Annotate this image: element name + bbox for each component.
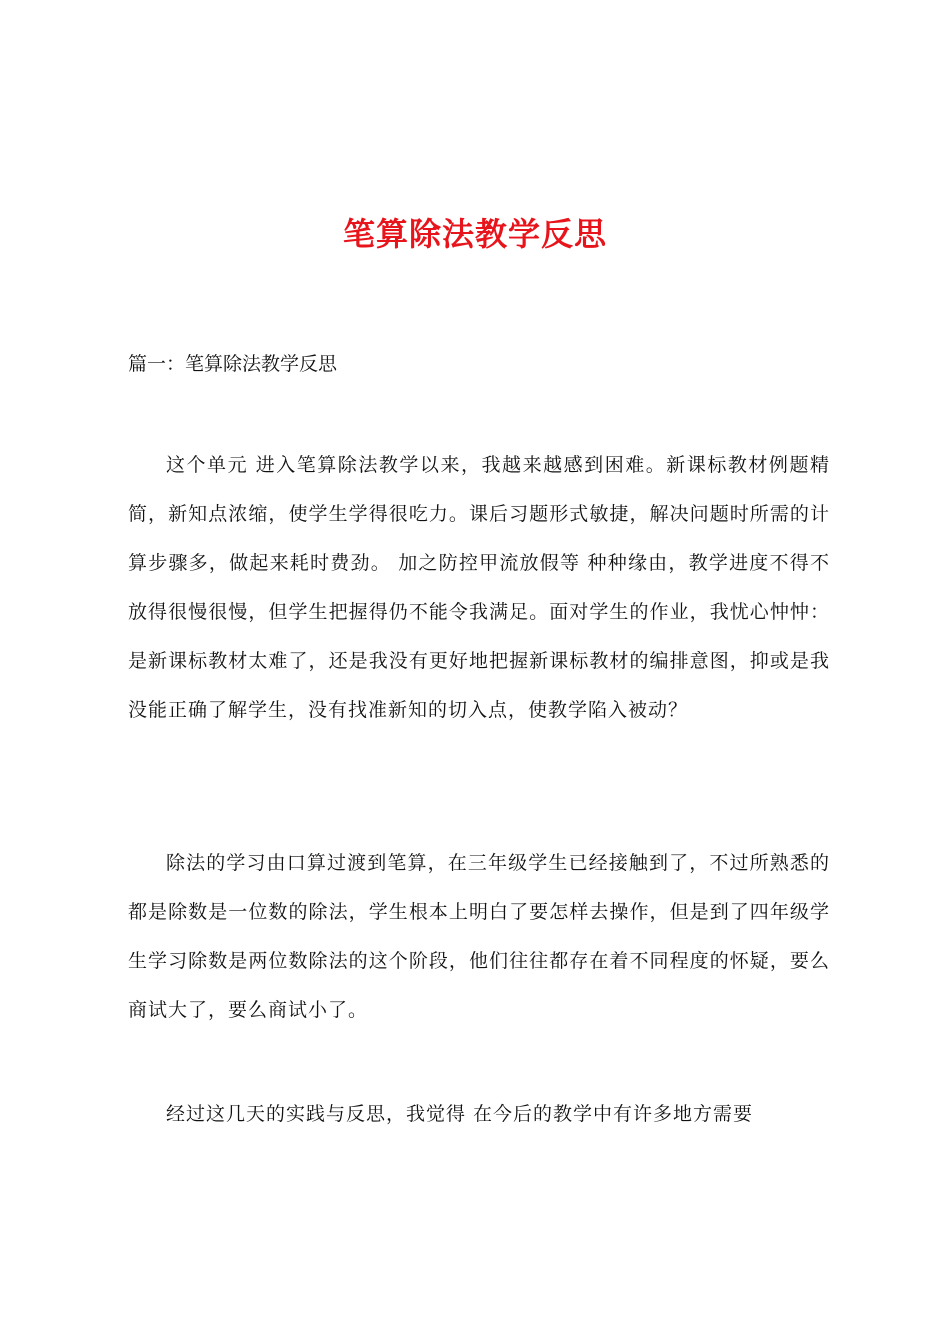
document-title: 笔算除法教学反思 <box>342 215 607 253</box>
paragraph-1: 这个单元 进入笔算除法教学以来，我越来越感到困难。新课标教材例题精简，新知点浓缩，使学生学得很吃力。课后习题形式敏捷，解决问题时所需的计算步骤多，做起来耗时费劲。 加之防控甲流放假等 种种缘由，教学进度不得不放得很慢很慢，但学生把握得仍不能令我满足。面对学生的作业，我忧心忡忡：是新课标教材太难了，还是我没有更好地把握新课标教材的编排意图，抑或是我没能正确了解学生，没有找准新知的切入点，使教学陷入被动？ <box>128 454 830 721</box>
paragraph-2: 除法的学习由口算过渡到笔算，在三年级学生已经接触到了，不过所熟悉的都是除数是一位数的除法，学生根本上明白了要怎样去操作，但是到了四年级学生学习除数是两位数除法的这个阶段，他们往往都存在着不同程度的怀疑，要么商试大了，要么商试小了。 <box>128 852 830 1021</box>
section-heading: 篇一：笔算除法教学反思 <box>128 353 338 375</box>
paragraph-3: 经过这几天的实践与反思，我觉得 在今后的教学中有许多地方需要 <box>166 1103 754 1125</box>
